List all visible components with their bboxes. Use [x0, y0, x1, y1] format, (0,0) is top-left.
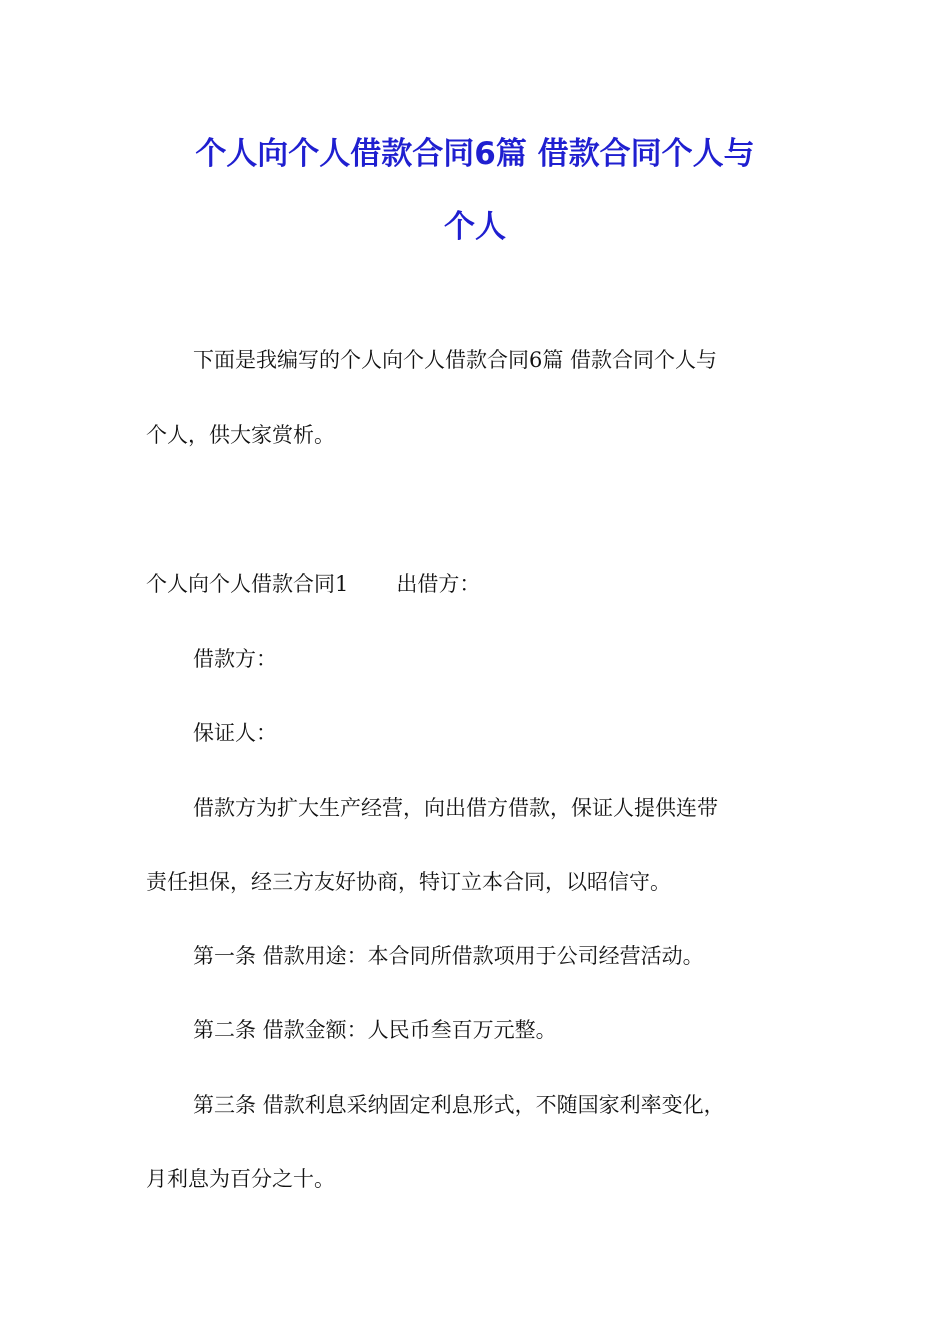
article-2: 第二条 借款金额：人民币叁百万元整。: [193, 1018, 557, 1042]
section-heading-row: [146, 569, 480, 599]
article-3-line-1: 第三条 借款利息采纳固定利息形式，不随国家利率变化，: [193, 1093, 725, 1117]
borrower-label: 借款方：: [193, 647, 277, 671]
lender-label: 出借方：: [396, 572, 481, 596]
guarantor-label: 保证人：: [193, 721, 277, 745]
section-heading: 个人向个人借款合同1: [146, 572, 349, 596]
paragraph-1-line-2: 责任担保，经三方友好协商，特订立本合同，以昭信守。: [146, 870, 671, 894]
document-title-line-2: 个人: [444, 209, 506, 245]
article-3-line-2: 月利息为百分之十。: [146, 1167, 335, 1191]
paragraph-1-line-1: 借款方为扩大生产经营，向出借方借款，保证人提供连带: [193, 796, 718, 820]
intro-line-2: 个人，供大家赏析。: [146, 423, 335, 447]
document-title-line-1: 个人向个人借款合同6篇 借款合同个人与: [195, 136, 755, 172]
article-1: 第一条 借款用途：本合同所借款项用于公司经营活动。: [193, 944, 704, 968]
intro-line-1: 下面是我编写的个人向个人借款合同6篇 借款合同个人与: [193, 348, 718, 372]
